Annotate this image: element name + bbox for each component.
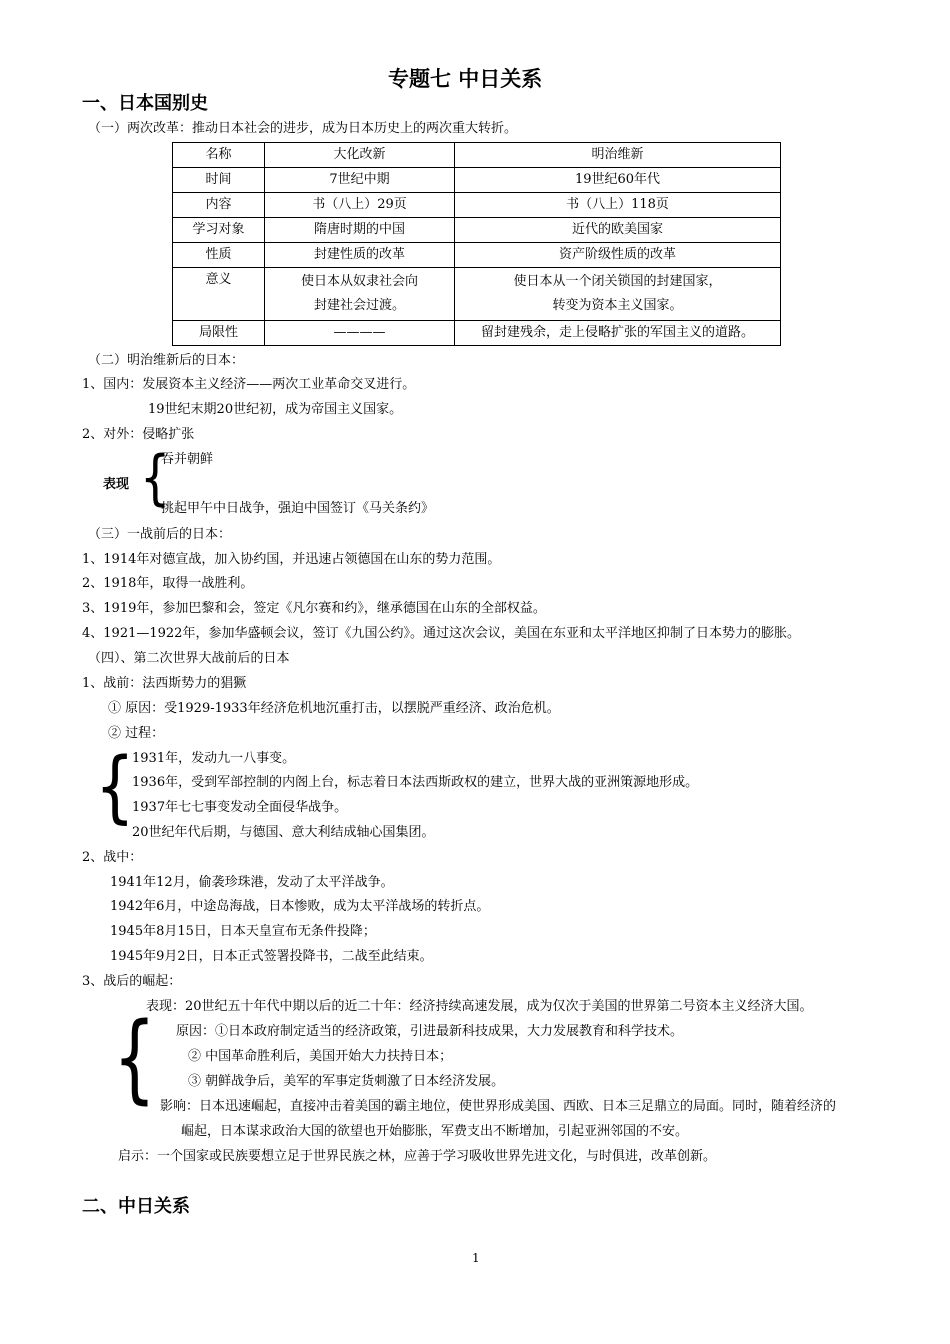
text-line: 2、战中： [82,850,143,865]
table-row [173,218,781,243]
cell-taika: 隋唐时期的中国 [265,218,455,243]
cell-line: 使日本从一个闭关锁国的封建国家， [513,274,722,289]
list-item: 20世纪年代后期，与德国、意大利结成轴心国集团。 [132,825,435,840]
text-line: 表现：20世纪五十年代中期以后的近二十年：经济持续高速发展，成为仅次于美国的世界第二号资本主义经济大国。 [146,999,813,1014]
cell-line: 封建社会过渡。 [313,298,405,313]
list-item: 4、1921—1922年，参加华盛顿会议，签订《九国公约》。通过这次会议，美国在东亚和太平洋地区抑制了日本势力的膨胀。 [82,626,800,641]
cell-taika [265,268,455,321]
left-brace: { [113,1002,156,1114]
cell-taika: 书（八上）29页 [265,193,455,218]
list-item: 2、1918年，取得一战胜利。 [82,576,254,591]
text-line: 挑起甲午中日战争，强迫中国签订《马关条约》 [161,501,435,516]
table-row-limitation [173,321,781,346]
cell-meiji [455,268,781,321]
cell-meiji: 书（八上）118页 [455,193,781,218]
header-name: 名称 [173,143,265,168]
subsection-after-meiji: （二）明治维新后的日本： [88,353,245,368]
cell-line: 转变为资本主义国家。 [552,298,683,313]
cell-meiji: 资产阶级性质的改革 [455,243,781,268]
section-heading-sino-japanese: 二、中日关系 [82,1196,190,1217]
cell-line: 使日本从奴隶社会向 [300,274,418,289]
cell-taika: ———— [265,321,455,346]
cell-meiji: 19世纪60年代 [455,168,781,193]
text-line: 2、对外：侵略扩张 [82,427,195,442]
list-item: 1937年七七事变发动全面侵华战争。 [132,800,348,815]
text-line: 3、战后的崛起： [82,974,182,989]
label-biaoxian: 表现 [103,477,130,492]
section-heading-japan-history: 一、日本国别史 [82,93,208,114]
cell-meiji: 留封建残余，走上侵略扩张的军国主义的道路。 [455,321,781,346]
row-label: 局限性 [173,321,265,346]
list-item: 1945年9月2日，日本正式签署投降书，二战至此结束。 [110,949,433,964]
text-line: ③ 朝鲜战争后，美军的军事定货刺激了日本经济发展。 [188,1074,505,1089]
subsection-wwii: （四）、第二次世界大战前后的日本 [88,651,290,666]
text-line: ② 中国革命胜利后，美国开始大力扶持日本； [188,1049,453,1064]
table-row [173,193,781,218]
list-item: 1、1914年对德宣战，加入协约国，并迅速占领德国在山东的势力范围。 [82,552,501,567]
text-line: 原因：①日本政府制定适当的经济政策，引进最新科技成果，大力发展教育和科学技术。 [176,1024,684,1039]
subsection-two-reforms: （一）两次改革：推动日本社会的进步，成为日本历史上的两次重大转折。 [88,121,518,136]
text-line: 影响：日本迅速崛起，直接冲击着美国的霸主地位，使世界形成美国、西欧、日本三足鼎立的局面。同时，随着经济的 [160,1099,837,1114]
table-row [173,243,781,268]
text-line: 19世纪末期20世纪初，成为帝国主义国家。 [148,402,403,417]
reform-comparison-table [172,142,781,346]
header-meiji: 明治维新 [455,143,781,168]
left-brace: { [139,443,171,513]
cell-taika: 7世纪中期 [265,168,455,193]
cell-meiji: 近代的欧美国家 [455,218,781,243]
row-label: 学习对象 [173,218,265,243]
table-header-row [173,143,781,168]
left-brace: { [94,742,135,832]
text-line: 1、战前：法西斯势力的猖獗 [82,676,247,691]
list-item: 1941年12月，偷袭珍珠港，发动了太平洋战争。 [110,875,394,890]
list-item: 1936年，受到军部控制的内阁上台，标志着日本法西斯政权的建立，世界大战的亚洲策源地形成。 [132,775,699,790]
row-label: 时间 [173,168,265,193]
header-taika: 大化改新 [265,143,455,168]
text-line: 启示：一个国家或民族要想立足于世界民族之林，应善于学习吸收世界先进文化，与时俱进，改革创新。 [118,1149,717,1164]
table-row [173,168,781,193]
text-line: ① 原因：受1929-1933年经济危机地沉重打击，以摆脱严重经济、政治危机。 [108,701,560,716]
table-row-meaning [173,268,781,321]
cell-taika: 封建性质的改革 [265,243,455,268]
row-label: 性质 [173,243,265,268]
list-item: 3、1919年，参加巴黎和会，签定《凡尔赛和约》，继承德国在山东的全部权益。 [82,601,546,616]
page-title: 专题七 中日关系 [388,66,543,91]
list-item: 1942年6月，中途岛海战，日本惨败，成为太平洋战场的转折点。 [110,899,490,914]
list-item: 1945年8月15日，日本天皇宣布无条件投降； [110,924,376,939]
list-item: 1931年，发动九一八事变。 [132,751,296,766]
text-line: 崛起，日本谋求政治大国的欲望也开始膨胀，军费支出不断增加，引起亚洲邻国的不安。 [181,1124,689,1139]
text-line: 吞并朝鲜 [161,452,214,467]
text-line: 1、国内：发展资本主义经济——两次工业革命交叉进行。 [82,377,416,392]
row-label: 意义 [173,268,265,321]
page-number: 1 [472,1251,480,1265]
text-line: ② 过程： [108,726,165,741]
subsection-wwi: （三）一战前后的日本： [88,527,232,542]
row-label: 内容 [173,193,265,218]
